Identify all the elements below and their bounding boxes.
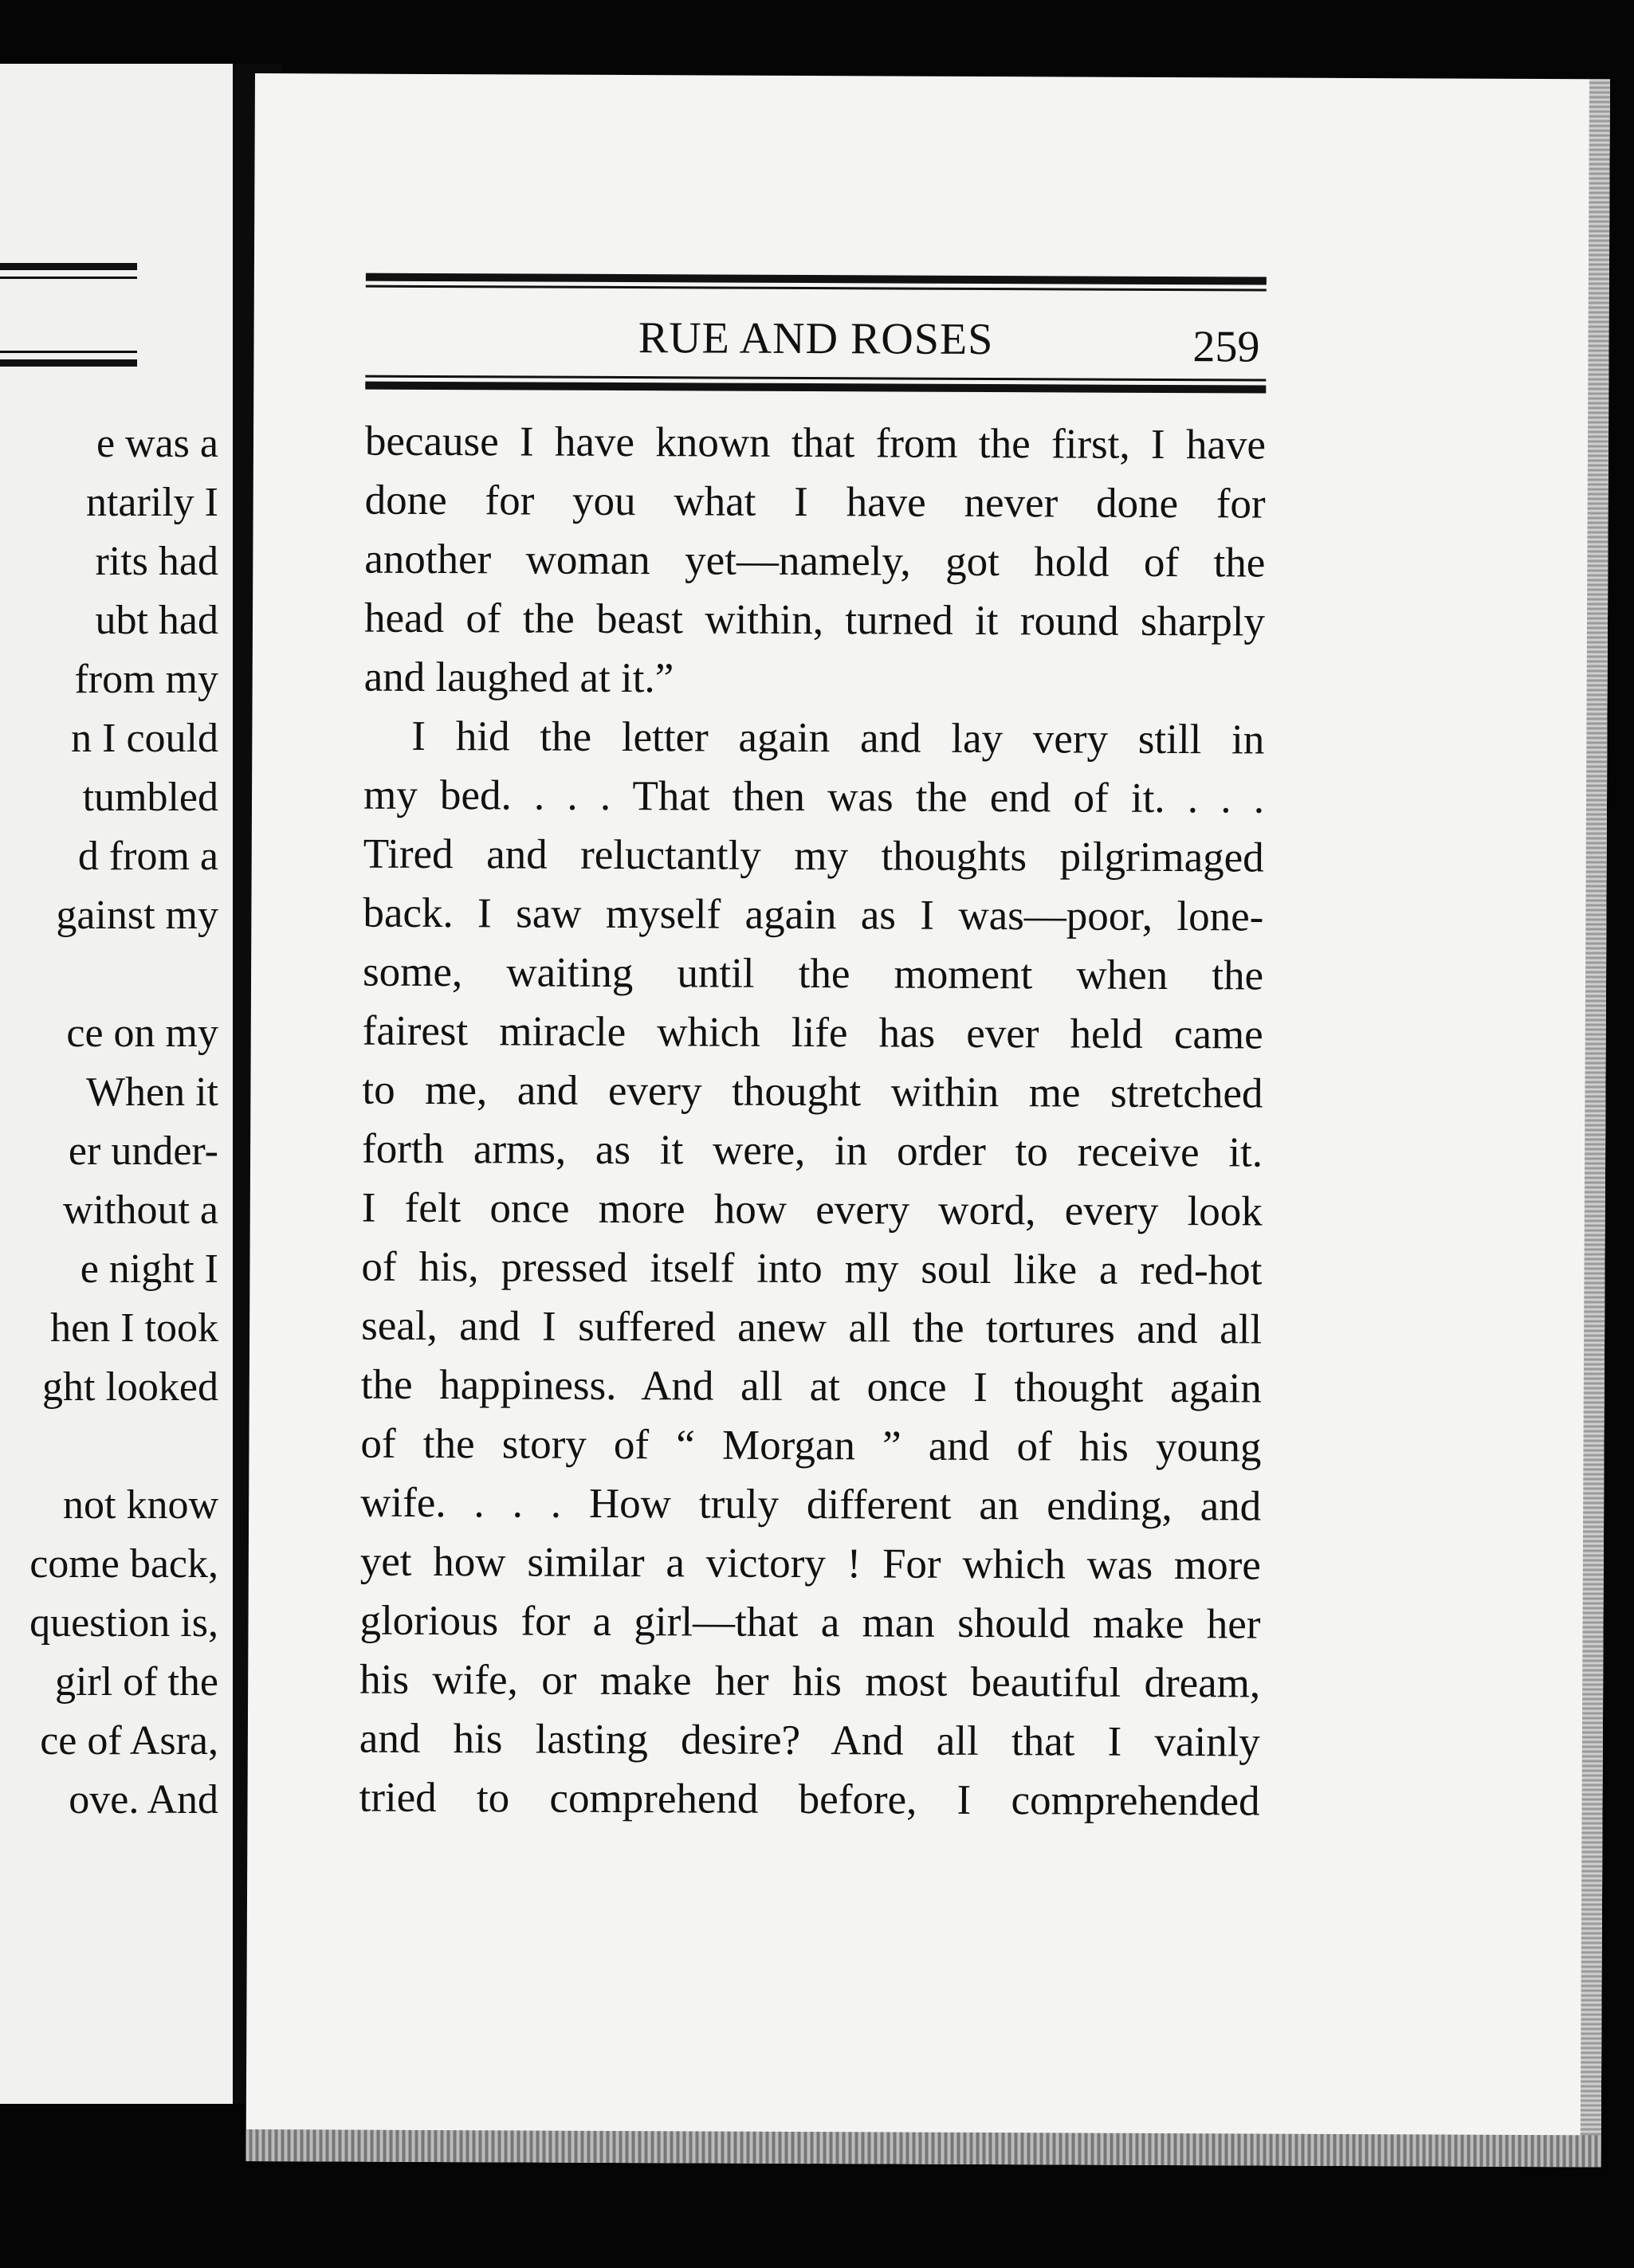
left-rule: [0, 263, 137, 270]
text-line: tried to comprehend before, I comprehended: [359, 1774, 1260, 1825]
left-line: come back,: [29, 1541, 218, 1587]
header-row: [365, 288, 1266, 379]
header-rule-top: [366, 273, 1267, 285]
left-line: e night I: [80, 1246, 218, 1292]
text-line: of his, pressed itself into my soul like a red-hot: [361, 1243, 1263, 1294]
text-line: Tired and reluctantly my thoughts pilgrimaged: [363, 830, 1264, 881]
text-line: some, waiting until the moment when the: [362, 948, 1264, 999]
left-header-rules: [0, 263, 137, 373]
text-line: back. I saw myself again as I was—poor, lone-: [363, 889, 1264, 940]
text-line: my bed. . . . That then was the end of it. . . .: [363, 771, 1265, 822]
left-rule: [0, 351, 137, 353]
text-line: to me, and every thought within me stretched: [362, 1066, 1263, 1117]
running-title: RUE AND ROSES: [638, 313, 994, 365]
left-line: er under-: [68, 1128, 218, 1174]
left-rule: [0, 277, 137, 279]
text-line: I hid the letter again and lay very still in: [411, 712, 1265, 763]
text-line: I felt once more how every word, every look: [361, 1184, 1263, 1235]
text-line: fairest miracle which life has ever held came: [362, 1007, 1263, 1058]
left-paragraph-gap: [0, 1417, 218, 1476]
left-line: ove. And: [69, 1777, 218, 1823]
left-line: girl of the: [54, 1659, 218, 1705]
text-line: because I have known that from the first, I have: [364, 418, 1267, 469]
left-line: from my: [74, 657, 218, 702]
left-line: ce on my: [66, 1010, 218, 1056]
header-rule-bottom: [365, 382, 1266, 394]
left-line: tumbled: [82, 775, 218, 820]
page-number: 259: [1192, 322, 1260, 372]
page-header: [365, 273, 1267, 394]
left-line: ubt had: [95, 598, 218, 643]
text-line: the happiness. And all at once I thought again: [360, 1361, 1262, 1412]
left-page-text: [0, 414, 218, 1830]
left-paragraph-gap: [0, 945, 218, 1004]
left-line: gainst my: [56, 893, 218, 938]
left-line: not know: [63, 1482, 218, 1528]
left-line: d from a: [77, 834, 218, 879]
left-line: hen I took: [50, 1305, 218, 1351]
left-line: When it: [85, 1069, 218, 1115]
left-page: [0, 64, 233, 2104]
text-line: wife. . . . How truly different an ending, and: [360, 1479, 1262, 1530]
text-line: glorious for a girl—that a man should make her: [359, 1597, 1261, 1648]
left-line: ntarily I: [85, 480, 218, 525]
text-line: yet how similar a victory ! For which was more: [359, 1538, 1261, 1589]
left-line: ght looked: [42, 1364, 218, 1410]
left-line: without a: [63, 1187, 218, 1233]
right-page: [246, 73, 1610, 2167]
text-line: and his lasting desire? And all that I vainly: [359, 1715, 1260, 1766]
left-line: question is,: [29, 1600, 218, 1646]
text-line: of the story of “ Morgan ” and of his young: [360, 1420, 1262, 1471]
left-line: e was a: [96, 421, 218, 466]
text-line: forth arms, as it were, in order to receive it.: [361, 1125, 1263, 1176]
page-edge-right: [1581, 79, 1610, 2167]
text-line: head of the beast within, turned it round sharply: [363, 594, 1266, 645]
text-line: his wife, or make her his most beautiful dream,: [359, 1656, 1261, 1707]
page-edge-bottom: [246, 2129, 1601, 2167]
text-line: seal, and I suffered anew all the tortures and all: [361, 1302, 1263, 1353]
left-line: rits had: [95, 539, 218, 584]
left-line: ce of Asra,: [40, 1718, 218, 1764]
text-line: done for you what I have never done for: [364, 477, 1266, 528]
left-line: n I could: [71, 716, 218, 761]
text-line: and laughed at it.”: [363, 653, 674, 702]
page-body-text: [359, 412, 1266, 1831]
left-rule: [0, 359, 137, 367]
text-line: another woman yet—namely, got hold of the: [364, 536, 1266, 587]
